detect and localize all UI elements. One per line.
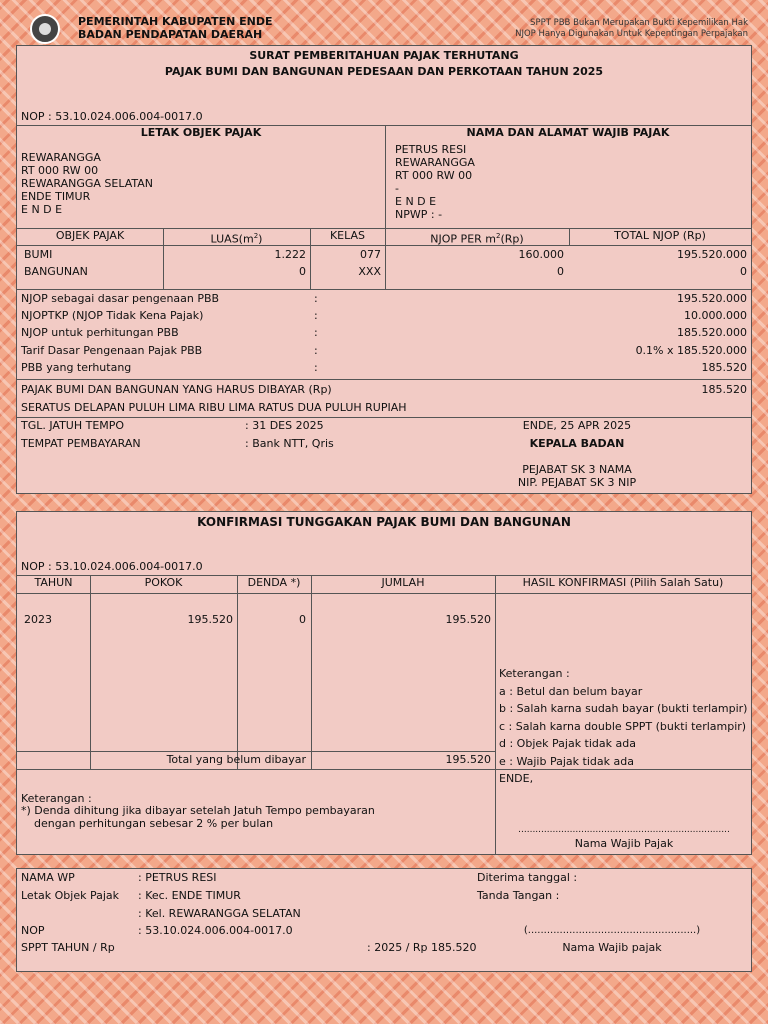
wajib-pajak-address: [395, 143, 475, 221]
keterangan-option: d : Objek Pajak tidak ada: [499, 737, 636, 750]
receipt-kelurahan: : Kel. REWARANGGA SELATAN: [138, 907, 301, 920]
calc-sep: :: [314, 309, 318, 322]
wp-line: PETRUS RESI: [395, 143, 467, 156]
sppt-title-2: PAJAK BUMI DAN BANGUNAN PEDESAAN DAN PERKOTAAN TAHUN 2025: [164, 65, 604, 78]
receipt-nama-wajib-pajak: Nama Wajib pajak: [562, 941, 662, 954]
row-bumi-total: 195.520.000: [677, 248, 747, 261]
col-objek-pajak: OBJEK PAJAK: [55, 229, 125, 242]
jatuh-tempo-value: : 31 DES 2025: [245, 419, 324, 432]
sppt-nop: NOP : 53.10.024.006.004-0017.0: [21, 110, 203, 123]
wp-line: NPWP : -: [395, 208, 443, 221]
jatuh-tempo-label: TGL. JATUH TEMPO: [21, 419, 125, 432]
row-bumi-objek: BUMI: [24, 248, 53, 261]
receipt-nama-value: : PETRUS RESI: [138, 871, 217, 884]
government-header: [78, 15, 273, 41]
row-denda: 0: [299, 613, 306, 626]
receipt-panel: [16, 868, 752, 972]
receipt-nop-value: : 53.10.024.006.004-0017.0: [138, 924, 293, 937]
tempat-pembayaran-value: : Bank NTT, Qris: [245, 437, 334, 450]
keterangan-option: c : Salah karna double SPPT (bukti terlampir): [499, 719, 747, 733]
nama-wajib-pajak-signature: Nama Wajib Pajak: [574, 837, 674, 850]
calc-value: 0.1% x 185.520.000: [635, 344, 747, 357]
col-pokok: POKOK: [144, 576, 183, 589]
col-njop-per-m2: NJOP PER $m^2(Rp)$: [430, 232, 524, 246]
calc-value: 185.520.000: [677, 326, 747, 339]
total-value: 195.520: [445, 753, 491, 766]
kepala-badan: KEPALA BADAN: [529, 437, 625, 450]
calc-label: PBB yang terhutang: [21, 361, 132, 374]
row-bangunan-objek: BANGUNAN: [24, 265, 88, 278]
receipt-signature-line: (.....................................................): [523, 925, 701, 936]
calc-label: NJOP untuk perhitungan PBB: [21, 326, 179, 339]
wp-line: REWARANGGA: [395, 156, 475, 169]
gov-line-2: BADAN PENDAPATAN DAERAH: [78, 28, 263, 41]
row-pokok: 195.520: [187, 613, 233, 626]
receipt-nama-label: NAMA WP: [21, 871, 75, 884]
receipt-nop-label: NOP: [21, 924, 45, 937]
keterangan-title: Keterangan :: [499, 667, 570, 680]
wajib-pajak-header: NAMA DAN ALAMAT WAJIB PAJAK: [466, 126, 670, 139]
disclaimer-note: [515, 18, 748, 40]
row-bumi-kelas: 077: [360, 248, 381, 261]
receipt-sppt-label: SPPT TAHUN / Rp: [21, 941, 115, 954]
disclaimer-line-1: SPPT PBB Bukan Merupakan Bukti Kepemilikan Hak: [530, 18, 748, 28]
calc-label: Tarif Dasar Pengenaan Pajak PBB: [21, 344, 203, 357]
letak-line: ENDE TIMUR: [21, 190, 91, 203]
wp-line: -: [395, 182, 399, 195]
konfirmasi-ende: ENDE,: [499, 772, 534, 785]
pay-terbilang: SERATUS DELAPAN PULUH LIMA RIBU LIMA RATUS DUA PULUH RUPIAH: [21, 401, 407, 414]
calc-value: 10.000.000: [684, 309, 747, 322]
row-bumi-njop: 160.000: [518, 248, 564, 261]
wp-line: E N D E: [395, 195, 437, 208]
calc-value: 185.520: [701, 361, 747, 374]
calc-sep: :: [314, 344, 318, 357]
gov-line-1: PEMERINTAH KABUPATEN ENDE: [78, 15, 273, 28]
keterangan-option: a : Betul dan belum bayar: [499, 684, 643, 698]
keterangan-option: b : Salah karna sudah bayar (bukti terlampir): [499, 702, 748, 715]
col-tahun: TAHUN: [34, 576, 73, 589]
calc-sep: :: [314, 326, 318, 339]
row-bangunan-total: 0: [740, 265, 747, 278]
letak-line: REWARANGGA SELATAN: [21, 177, 154, 190]
row-bangunan-luas: 0: [299, 265, 306, 278]
row-bangunan-kelas: XXX: [358, 265, 381, 278]
place-date: ENDE, 25 APR 2025: [522, 419, 632, 432]
keterangan-options: [499, 665, 747, 770]
letak-line: RT 000 RW 00: [21, 164, 99, 177]
sppt-panel: [16, 45, 752, 494]
keterangan-option: e : Wajib Pajak tidak ada: [499, 754, 634, 768]
tempat-pembayaran-label: TEMPAT PEMBAYARAN: [21, 437, 141, 450]
diterima-tanggal: Diterima tanggal :: [477, 871, 578, 884]
pejabat-nip: NIP. PEJABAT SK 3 NIP: [517, 476, 637, 489]
calc-sep: :: [314, 361, 318, 374]
calc-label: NJOP sebagai dasar pengenaan PBB: [21, 292, 220, 305]
wp-line: RT 000 RW 00: [395, 169, 473, 182]
letak-objek-header: LETAK OBJEK PAJAK: [140, 126, 262, 139]
row-bangunan-njop: 0: [557, 265, 564, 278]
konfirmasi-panel: [16, 511, 752, 855]
row-tahun: 2023: [24, 613, 52, 626]
konfirmasi-nop: NOP : 53.10.024.006.004-0017.0: [21, 560, 203, 573]
disclaimer-line-2: NJOP Hanya Digunakan Untuk Kepentingan Perpajakan: [515, 29, 748, 39]
calc-value: 195.520.000: [677, 292, 747, 305]
col-total-njop: TOTAL NJOP (Rp): [614, 229, 706, 242]
letak-line: REWARANGGA: [21, 151, 101, 164]
letak-line: E N D E: [21, 203, 63, 216]
note-title: Keterangan :: [21, 792, 92, 805]
receipt-sppt-value: : 2025 / Rp 185.520: [367, 941, 477, 954]
government-emblem-logo: [30, 14, 60, 44]
calc-sep: :: [314, 292, 318, 305]
letak-objek-address: [21, 151, 153, 216]
col-hasil-konfirmasi: HASIL KONFIRMASI (Pilih Salah Satu): [522, 576, 724, 589]
total-label: Total yang belum dibayar: [166, 753, 306, 766]
pay-label: PAJAK BUMI DAN BANGUNAN YANG HARUS DIBAYAR (Rp): [21, 383, 332, 396]
pejabat-name: PEJABAT SK 3 NAMA: [522, 463, 632, 476]
col-kelas: KELAS: [329, 229, 366, 242]
col-jumlah: JUMLAH: [381, 576, 425, 589]
note-line-2: dengan perhitungan sebesar 2 % per bulan: [34, 817, 274, 830]
signature-dots: ..........................................................................: [518, 825, 730, 835]
receipt-letak-label: Letak Objek Pajak: [21, 889, 120, 902]
receipt-kecamatan: : Kec. ENDE TIMUR: [138, 889, 241, 902]
tanda-tangan: Tanda Tangan :: [477, 889, 560, 902]
sppt-title-1: SURAT PEMBERITAHUAN PAJAK TERHUTANG: [249, 49, 519, 62]
calc-label: NJOPTKP (NJOP Tidak Kena Pajak): [21, 309, 204, 322]
col-denda: DENDA *): [247, 576, 301, 589]
row-bumi-luas: 1.222: [274, 248, 306, 261]
col-luas: $LUAS(m^2)$: [210, 232, 263, 246]
row-jumlah: 195.520: [445, 613, 491, 626]
pay-value: 185.520: [701, 383, 747, 396]
konfirmasi-title: KONFIRMASI TUNGGAKAN PAJAK BUMI DAN BANGUNAN: [197, 515, 571, 529]
note-line-1: *) Denda dihitung jika dibayar setelah Jatuh Tempo pembayaran: [21, 804, 375, 817]
